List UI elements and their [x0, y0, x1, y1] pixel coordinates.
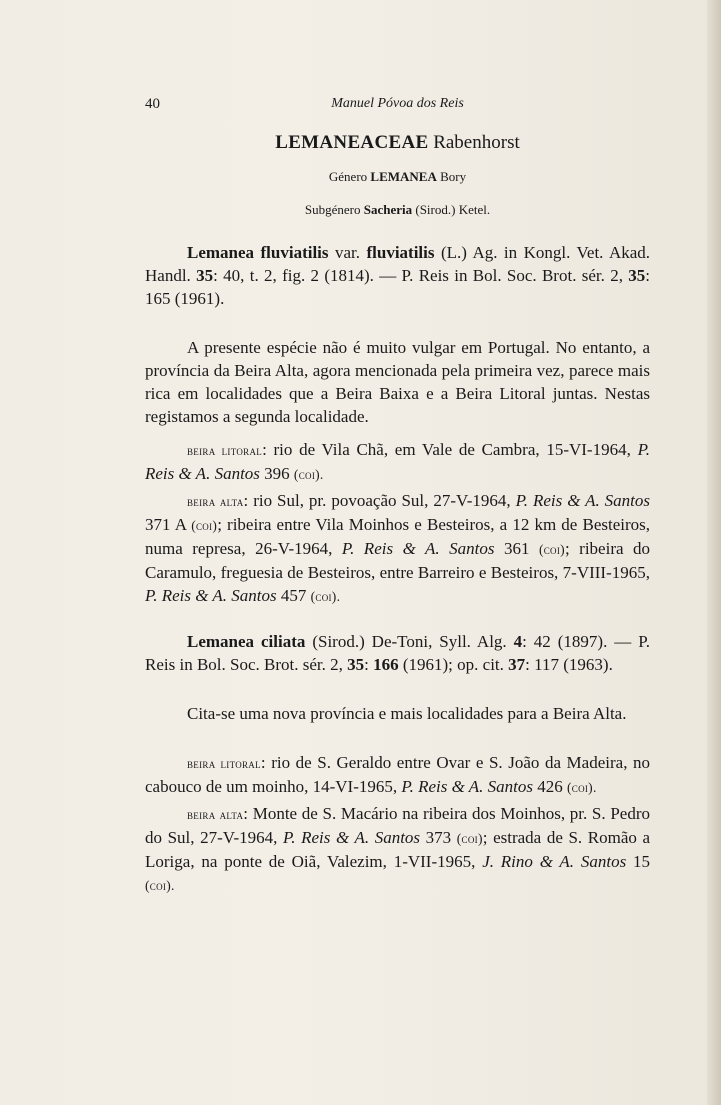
page-edge [707, 0, 721, 1105]
specimen-number: 15 [633, 852, 651, 871]
species-2-citation-text: (Sirod.) De-Toni, Syll. Alg. [312, 632, 507, 651]
genus-rank: Género [328, 169, 368, 184]
species-1-ref2: : 165 (1961). [145, 266, 651, 308]
species-1-intro: A presente espécie não é muito vulgar em Portugal. No entanto, a província da Beira Alta, agora mencionada pela primeira vez, parece mais rica em localidades que a Beira Baixa e a Beira Litoral juntas. Nestas registamos a segunda localidade. [145, 338, 650, 426]
species-2-ref2: : [364, 655, 369, 674]
family-name: LEMANEACEAE [275, 132, 429, 153]
herbarium-code: (coi) [538, 542, 565, 557]
species-2-ref3: (1961); op. cit. [402, 655, 504, 674]
family-author: Rabenhorst [433, 132, 520, 153]
region-label: beira litoral [187, 443, 263, 458]
species-1-var-label: var. [334, 243, 361, 262]
species-1-vol1: 35 [196, 266, 214, 285]
species-2-citation [145, 630, 650, 676]
subgenus-heading [145, 201, 650, 219]
record-text: rio de Vila Chã, em Vale de Cambra, 15-VI-1964, [273, 440, 631, 459]
species-2-page2: 166 [373, 655, 399, 674]
herbarium-code: (coi) [456, 831, 483, 846]
specimen-number: 361 [503, 539, 530, 558]
species-2-vol3: 37 [508, 655, 526, 674]
record-text: ; estrada de S. Romão a Loriga, na ponte de Oiã, Valezim, 1-VII-1965, [145, 828, 651, 871]
species-2-ref1: : 42 (1897). — P. Reis in Bol. Soc. Brot. sér. 2, [145, 632, 651, 674]
species-1-record-1: beira litoral: rio de Vila Chã, em Vale de Cambra, 15-VI-1964, P. Reis & A. Santos 396 (coi). [145, 440, 651, 483]
specimen-number: 371 A [145, 515, 187, 534]
collectors: P. Reis & A. Santos [401, 777, 533, 796]
text-column [145, 130, 650, 897]
genus-heading [145, 168, 650, 186]
record-text: ; ribeira entre Vila Moinhos e Besteiros, a 12 km de Besteiros, numa represa, 26-V-1964, [145, 515, 651, 558]
region-label: beira alta [187, 494, 244, 509]
page-number: 40 [145, 96, 160, 112]
specimen-number: 373 [425, 828, 452, 847]
specimen-number: 396 [264, 464, 290, 483]
specimen-number: 426 [537, 777, 563, 796]
genus-author: Bory [440, 169, 467, 184]
species-2-record-2: beira alta: Monte de S. Macário na ribeira dos Moinhos, pr. S. Pedro do Sul, 27-V-1964, P. Reis & A. Santos 373 (coi); estrada de S. Romão a Loriga, na ponte de Oiã, Valezim, 1-VII-1965, J. Rino & A. Santos 15 (coi). [145, 804, 651, 893]
species-2-vol1: 4 [513, 632, 523, 651]
herbarium-code: (coi). [145, 878, 175, 893]
species-1-vol2: 35 [628, 266, 646, 285]
collectors: P. Reis & A. Santos [283, 828, 421, 847]
species-1-ref1: : 40, t. 2, fig. 2 (1814). — P. Reis in Bol. Soc. Brot. sér. 2, [213, 266, 623, 285]
species-2-vol2: 35 [347, 655, 365, 674]
running-title: Manuel Póvoa dos Reis [331, 96, 464, 111]
subgenus-name: Sacheria [363, 202, 413, 217]
species-1-record-2: beira alta: rio Sul, pr. povoação Sul, 27-V-1964, P. Reis & A. Santos 371 A (coi); ribeira entre Vila Moinhos e Besteiros, a 12 km de Besteiros, numa represa, 26-V-1964, P. Reis & A. Santos 361 (coi); ribeira do Caramulo, freguesia de Besteiros, entre Barreiro e Besteiros, 7-VIII-1965, P. Reis & A. Santos 457 (coi). [145, 491, 651, 605]
record-text: Monte de S. Macário na ribeira dos Moinhos, pr. S. Pedro do Sul, 27-V-1964, [145, 804, 650, 847]
species-1-var-name: fluviatilis [366, 243, 435, 262]
subgenus-author: (Sirod.) Ketel. [415, 202, 491, 217]
collectors: P. Reis & A. Santos [145, 586, 277, 605]
collectors: P. Reis & A. Santos [515, 491, 650, 510]
running-header [145, 96, 650, 118]
collectors: J. Rino & A. Santos [482, 852, 627, 871]
species-2-ref4: : 117 (1963). [525, 655, 613, 674]
herbarium-code: (coi). [293, 467, 324, 482]
herbarium-code: (coi) [191, 518, 218, 533]
region-label: beira alta [187, 807, 244, 822]
record-text: rio de S. Geraldo entre Ovar e S. João da Madeira, no cabouco de um moinho, 14-VI-1965, [145, 753, 650, 796]
collectors: P. Reis & A. Santos [341, 539, 495, 558]
species-1-name: Lemanea fluviatilis [187, 243, 329, 262]
genus-name: LEMANEA [370, 169, 437, 184]
family-heading [145, 130, 650, 156]
herbarium-code: (coi). [310, 589, 341, 604]
record-text: ; ribeira do Caramulo, freguesia de Besteiros, entre Barreiro e Besteiros, 7-VIII-1965, [145, 539, 651, 582]
species-2-record-1: beira litoral: rio de S. Geraldo entre Ovar e S. João da Madeira, no cabouco de um moinho, 14-VI-1965, P. Reis & A. Santos 426 (coi). [145, 753, 650, 796]
specimen-number: 457 [280, 586, 307, 605]
species-1-citation-text: (L.) Ag. in Kongl. Vet. Akad. Handl. [145, 243, 651, 285]
species-1-citation [145, 241, 650, 310]
record-text: rio Sul, pr. povoação Sul, 27-V-1964, [253, 491, 511, 510]
region-label: beira litoral [187, 756, 261, 771]
species-2-intro: Cita-se uma nova província e mais localidades para a Beira Alta. [187, 704, 627, 723]
subgenus-rank: Subgénero [304, 202, 361, 217]
collectors: P. Reis & A. Santos [145, 440, 651, 483]
species-2-name: Lemanea ciliata [187, 632, 306, 651]
herbarium-code: (coi). [566, 780, 597, 795]
